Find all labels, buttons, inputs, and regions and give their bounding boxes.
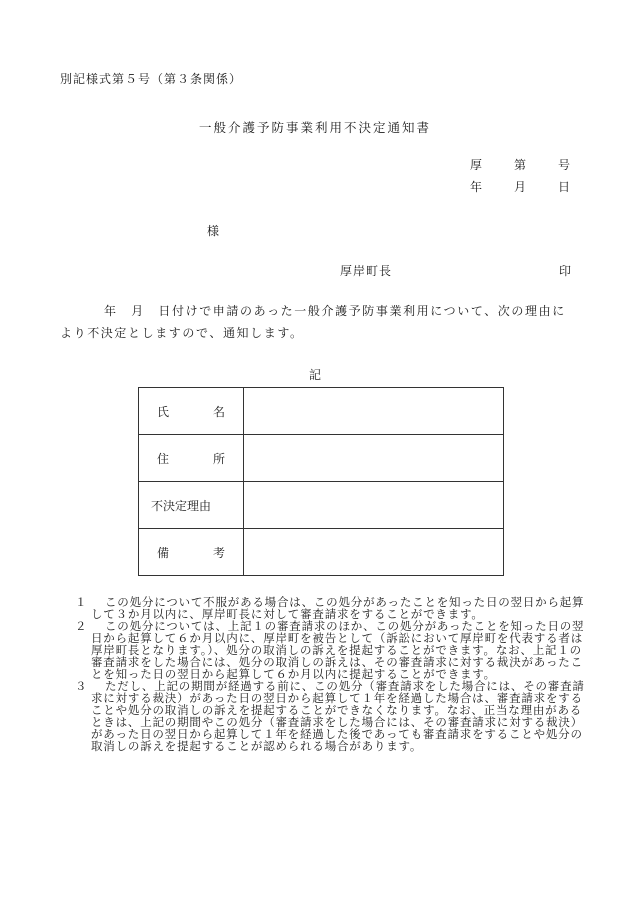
info-table: [138, 387, 504, 576]
table-row: [139, 435, 504, 482]
note-number: ３: [75, 679, 87, 693]
note-number: １: [75, 595, 87, 609]
label-char: 名: [212, 404, 225, 419]
document-number-dai: 第: [513, 158, 526, 172]
document-number-go: 号: [557, 158, 570, 172]
row-label: [139, 388, 244, 435]
notes-list: [75, 596, 590, 752]
issuer-name: 厚岸町長: [340, 264, 393, 278]
label-name: [157, 403, 225, 420]
label-reason: [151, 497, 231, 514]
label-address: [157, 450, 225, 467]
table-row: [139, 388, 504, 435]
remarks-value-cell[interactable]: [244, 529, 504, 576]
table-row: [139, 529, 504, 576]
note-text: この処分について不服がある場合は、この処分があったことを知った日の翌日から起算して３か月以内に、厚岸町長に対して審査請求をすることができます。: [91, 595, 585, 621]
addressee-honorific: 様: [207, 224, 220, 238]
label-char: 考: [212, 545, 225, 560]
seal-mark: 印: [559, 264, 572, 278]
form-label: 別記様式第５号（第３条関係）: [60, 72, 243, 86]
note-number: ２: [75, 619, 87, 633]
document-number: [470, 156, 570, 173]
document-date: [470, 178, 570, 195]
note-item: [75, 620, 590, 680]
note-item: [75, 596, 590, 620]
label-remarks: [157, 544, 225, 561]
address-value-cell[interactable]: [244, 435, 504, 482]
row-label: [139, 482, 244, 529]
body-text: 年 月 日付けで申請のあった一般介護予防事業利用について、次の理由により不決定としますので、通知します。: [60, 304, 566, 340]
document-title: 一般介護予防事業利用不決定通知書: [198, 120, 431, 135]
date-year: 年: [470, 180, 483, 194]
table-row: [139, 482, 504, 529]
label-text: 不決定理由: [151, 498, 212, 513]
name-value-cell[interactable]: [244, 388, 504, 435]
label-char: 氏: [157, 404, 170, 419]
label-char: 備: [157, 545, 170, 560]
document-number-prefix: 厚: [470, 158, 483, 172]
date-day: 日: [557, 180, 570, 194]
row-label: [139, 435, 244, 482]
note-text: ただし、上記の期間が経過する前に、この処分（審査請求をした場合には、その審査請求に対する裁決）があった日の翌日から起算して１年を経過した場合は、審査請求をすることや処分の取消しの訴えを提起することができなくなります。なお、正当な理由があるときは、上記の期間やこの処分（審査請求をした場合には、その審査請求に対する裁決）があった日の翌日から起算して１年を経過した後であっても審査請求をすることや処分の取消しの訴えを提起することが認められる場合があります。: [91, 679, 585, 753]
ki-heading: 記: [308, 368, 321, 382]
reason-value-cell[interactable]: [244, 482, 504, 529]
date-month: 月: [513, 180, 526, 194]
label-char: 住: [157, 451, 170, 466]
row-label: [139, 529, 244, 576]
label-char: 所: [212, 451, 225, 466]
note-text: この処分については、上記１の審査請求のほか、この処分があったことを知った日の翌日から起算して６か月以内に、厚岸町を被告として（訴訟において厚岸町を代表する者は厚岸町長となります。）、処分の取消しの訴えを提起することができます。なお、上記１の審査請求をした場合には、処分の取消しの訴えは、その審査請求に対する裁決があったことを知った日の翌日から起算して６か月以内に提起することができます。: [91, 619, 585, 681]
note-item: [75, 680, 590, 752]
